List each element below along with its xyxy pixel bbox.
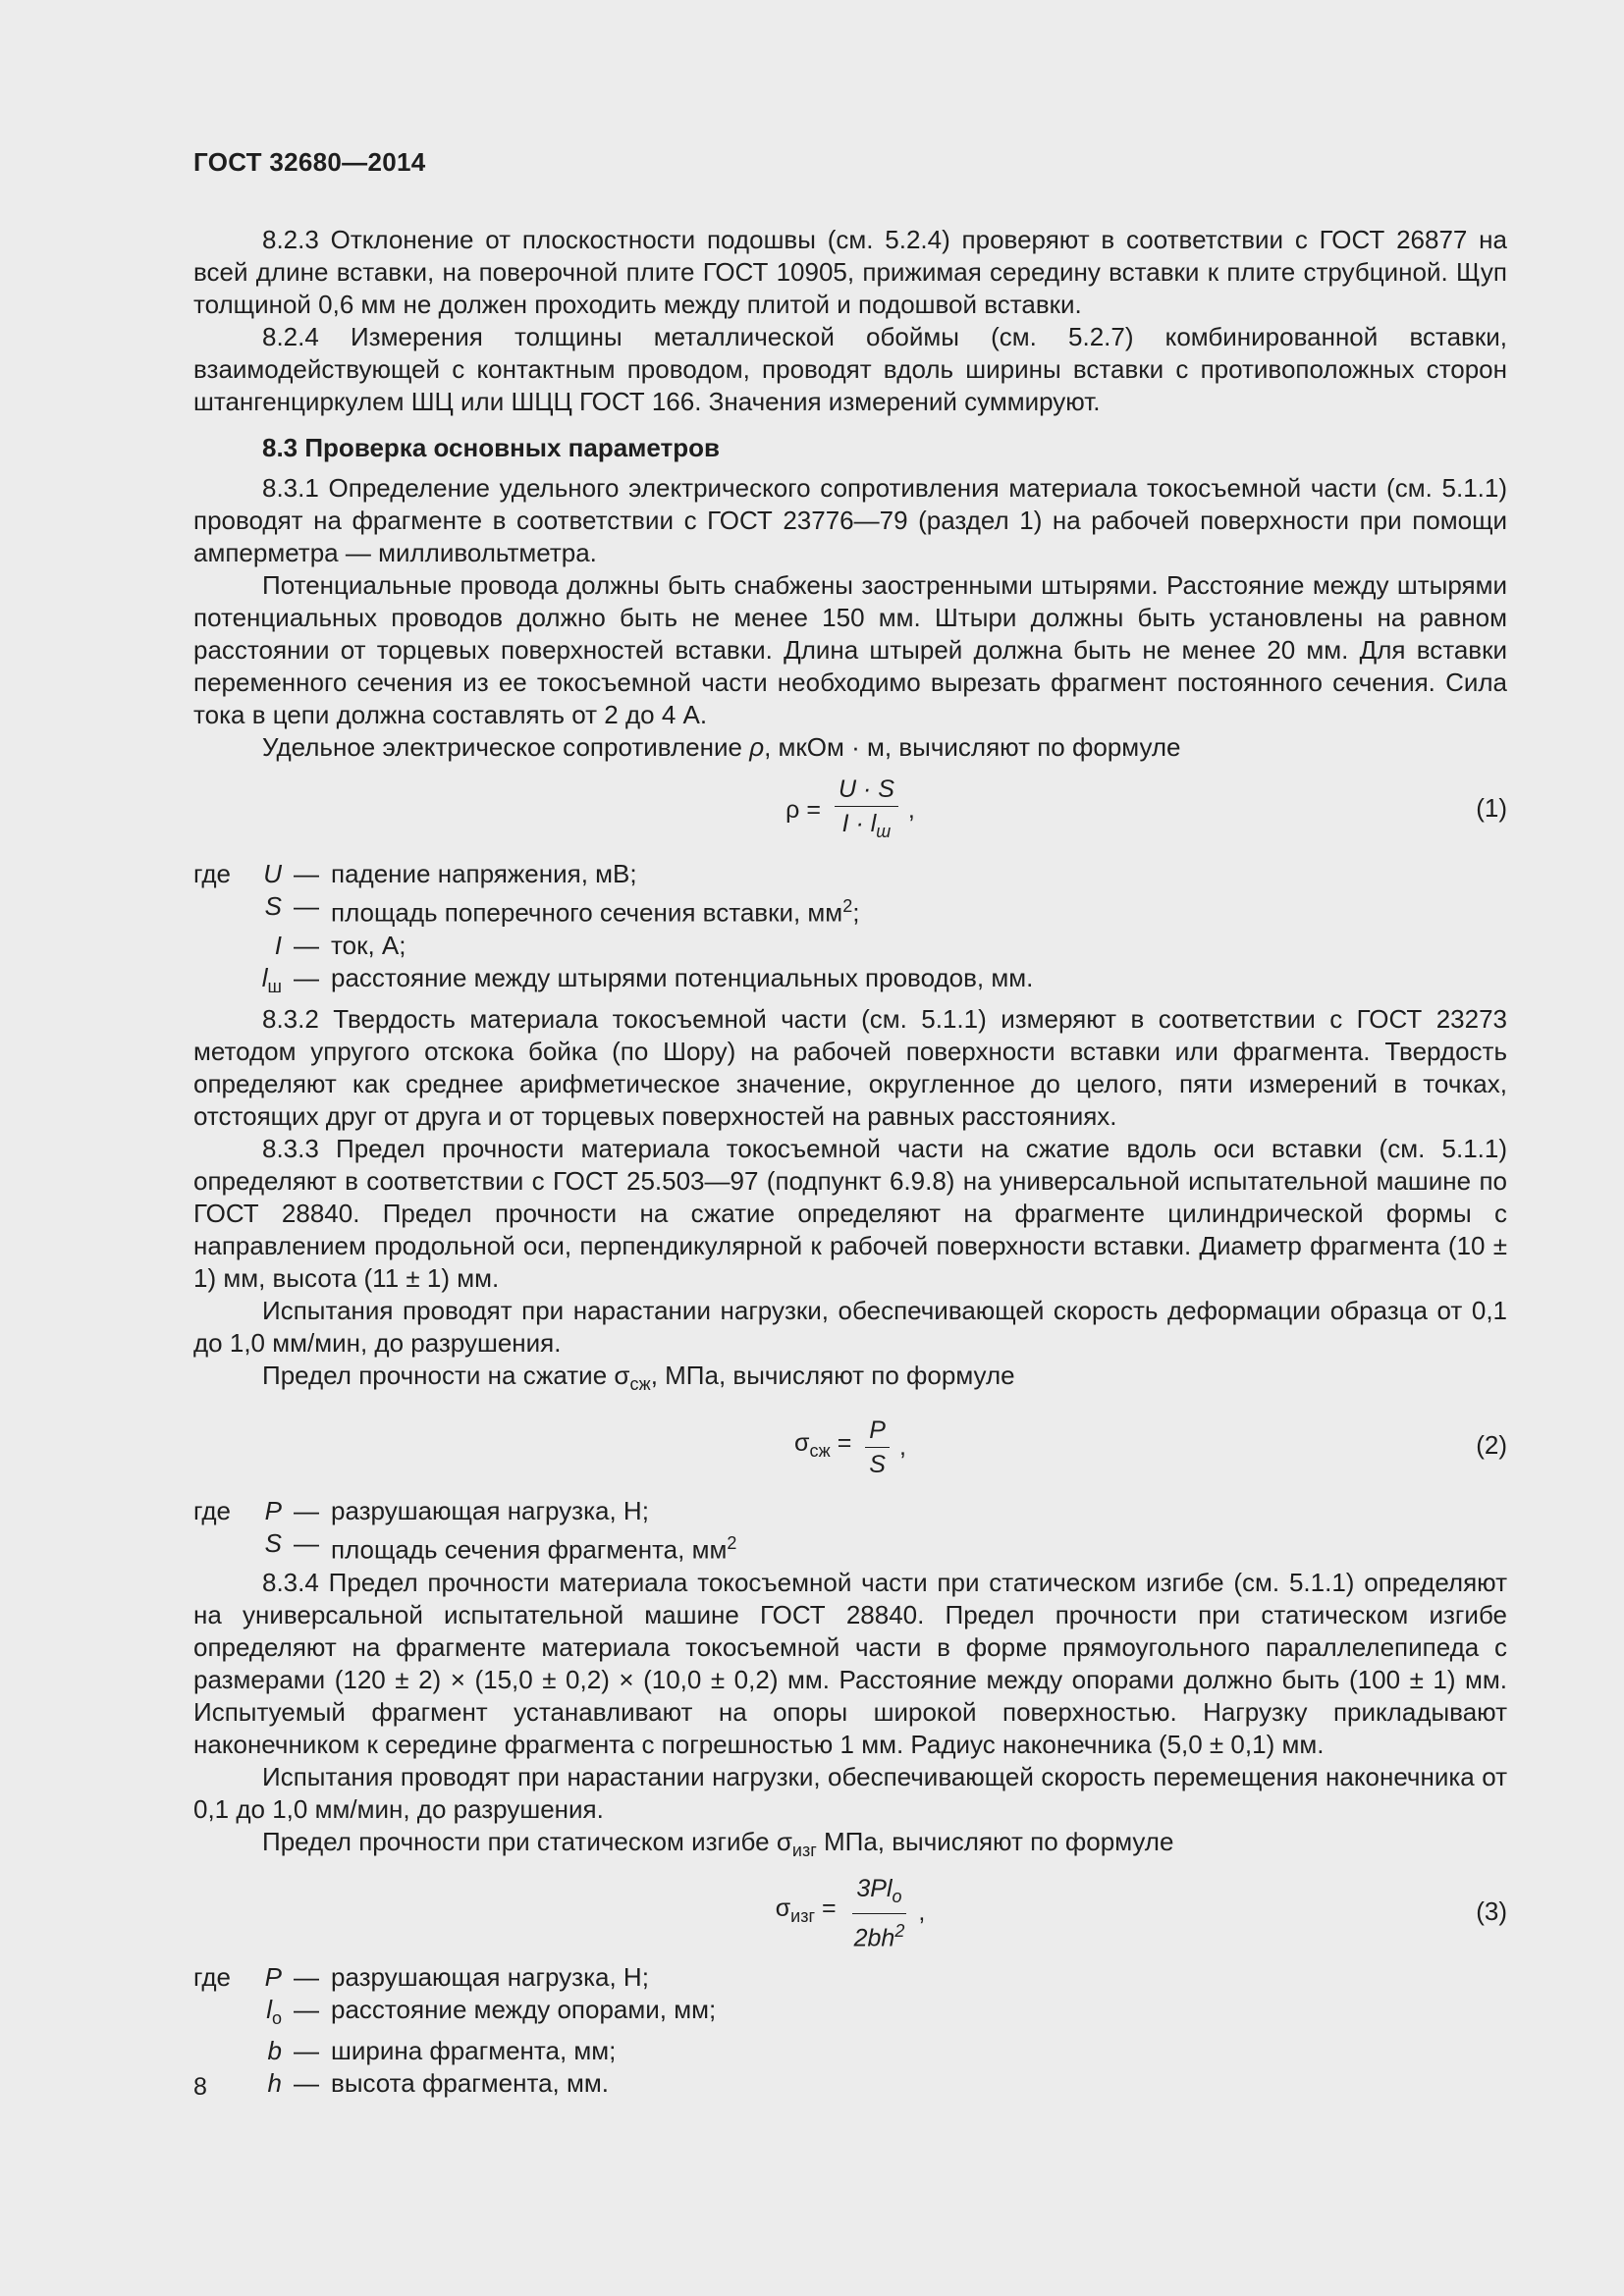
definition-dash: — bbox=[294, 859, 319, 888]
den-sub: ш bbox=[876, 821, 892, 841]
where-word: где bbox=[193, 859, 231, 888]
text-part: Удельное электрическое сопротивление bbox=[262, 732, 750, 762]
definition-text-body: падение напряжения, мВ; bbox=[331, 859, 637, 888]
where-word bbox=[193, 1994, 243, 2035]
definition-dash: — bbox=[294, 2036, 319, 2066]
definition-text-body: площадь поперечного сечения вставки, мм bbox=[331, 897, 843, 928]
symbol-text: h bbox=[267, 2068, 282, 2099]
definition-dash: — bbox=[294, 2068, 319, 2099]
definition-dash: — bbox=[294, 962, 319, 992]
formula-3 bbox=[193, 1871, 1507, 1955]
definition-text bbox=[331, 1961, 1507, 1994]
formula-2-fraction bbox=[865, 1415, 890, 1479]
formula-3-fraction bbox=[850, 1874, 909, 1952]
rho-symbol: ρ bbox=[749, 732, 765, 762]
where-word: где bbox=[193, 1496, 231, 1526]
definition-symbol bbox=[243, 1994, 282, 2035]
definition-symbol bbox=[243, 1527, 282, 1567]
unit-sup: 2 bbox=[727, 1533, 737, 1554]
definition-symbol bbox=[243, 2067, 282, 2100]
symbol-text: b bbox=[267, 2036, 282, 2066]
formula-2-number: (2) bbox=[1476, 1430, 1507, 1461]
definition-dash: — bbox=[294, 930, 319, 960]
definition-text bbox=[331, 2035, 1507, 2067]
unit-sup: 2 bbox=[842, 896, 853, 916]
formula-2-numerator: P bbox=[865, 1415, 890, 1448]
formula-1-numerator: U · S bbox=[835, 774, 898, 807]
symbol-text: U bbox=[263, 859, 282, 888]
formula-1-math bbox=[193, 768, 1507, 852]
formula-3-number: (3) bbox=[1476, 1896, 1507, 1926]
page-content bbox=[193, 224, 1507, 2100]
definition-text bbox=[331, 930, 1507, 962]
lhs-sigma: σ bbox=[794, 1428, 810, 1457]
definition-text bbox=[331, 890, 1507, 930]
formula-3-denominator bbox=[850, 1914, 909, 1952]
symbol-sub: о bbox=[271, 2008, 282, 2029]
definitions-2 bbox=[193, 1495, 1507, 1567]
where-word bbox=[193, 890, 243, 930]
den-sup: 2 bbox=[894, 1920, 905, 1941]
definition-symbol bbox=[243, 962, 282, 1003]
text-part: МПа, вычисляют по формуле bbox=[816, 1826, 1174, 1856]
formula-3-numerator bbox=[852, 1874, 905, 1914]
formula-1-comma: , bbox=[907, 795, 915, 824]
definition-symbol bbox=[243, 890, 282, 930]
definition-text-body: ширина фрагмента, мм; bbox=[331, 2036, 617, 2066]
definition-text-body: высота фрагмента, мм. bbox=[331, 2068, 609, 2099]
where-word bbox=[193, 2035, 243, 2067]
definition-text bbox=[331, 1495, 1507, 1527]
definition-text-body: расстояние между штырями потенциальных проводов, мм. bbox=[331, 962, 1034, 992]
lhs-sub: изг bbox=[790, 1906, 816, 1927]
definition-row bbox=[193, 930, 1507, 962]
symbol-text: P bbox=[264, 1496, 282, 1526]
definition-text bbox=[331, 858, 1507, 890]
formula-1-denominator bbox=[839, 807, 895, 846]
paragraph-8-2-4: 8.2.4 Измерения толщины металлической обоймы (см. 5.2.7) комбинированной вставки, взаимодействующей с контактным проводом, проводят вдоль ширины вставки с противоположных сторон штангенциркулем ШЦ или ШЦЦ ГОСТ 166. Значения измерений суммируют. bbox=[193, 322, 1507, 416]
definition-row bbox=[193, 2067, 1507, 2100]
definition-text bbox=[331, 1527, 1507, 1567]
den-text: I · l bbox=[841, 809, 877, 837]
where-word bbox=[193, 962, 243, 1003]
paragraph-8-3-3-b: Испытания проводят при нарастании нагрузки, обеспечивающей скорость деформации образца от 0,1 до 1,0 мм/мин, до разрушения. bbox=[193, 1295, 1507, 1358]
equals-sign: = bbox=[837, 1428, 852, 1457]
where-word: где bbox=[193, 1961, 231, 1992]
lhs-sub: сж bbox=[809, 1440, 831, 1461]
definition-row bbox=[193, 1994, 1507, 2035]
definition-symbol bbox=[243, 1961, 282, 1994]
formula-1 bbox=[193, 768, 1507, 852]
lhs-sigma: σ bbox=[775, 1895, 791, 1923]
symbol-text: S bbox=[264, 891, 282, 921]
text-part: , мкОм · м, вычисляют по формуле bbox=[764, 732, 1181, 762]
definition-text bbox=[331, 962, 1507, 1003]
sigma-sub: изг bbox=[791, 1840, 817, 1860]
paragraph-8-2-3: 8.2.3 Отклонение от плоскостности подошвы (см. 5.2.4) проверяют в соответствии с ГОСТ 26877 на всей длине вставки, на поверочной плите ГОСТ 10905, прижимая середину вставки к плите струбциной. Щуп толщиной 0,6 мм не должен проходить между плитой и подошвой вставки. bbox=[193, 225, 1507, 319]
paragraph-8-3-4-c bbox=[193, 1826, 1507, 1867]
sigma-sub: сж bbox=[629, 1374, 651, 1395]
symbol-text: S bbox=[264, 1528, 282, 1559]
definition-symbol bbox=[243, 2035, 282, 2067]
definition-symbol bbox=[243, 1495, 282, 1527]
paragraph-8-3-2: 8.3.2 Твердость материала токосъемной части (см. 5.1.1) измеряют в соответствии с ГОСТ 23273 методом упругого отскока бойка (по Шору) на рабочей поверхности вставки или фрагмента. Твердость определяют как среднее арифметическое значение, округленное до целого, пяти измерений в точках, отстоящих друг от друга и от торцевых поверхностей на равных расстояниях. bbox=[193, 1003, 1507, 1131]
formula-3-comma: , bbox=[918, 1898, 926, 1927]
definition-symbol bbox=[243, 858, 282, 890]
definition-dash: — bbox=[294, 1961, 319, 1992]
formula-3-math bbox=[193, 1871, 1507, 1955]
definition-text-body: расстояние между опорами, мм; bbox=[331, 1994, 717, 2024]
text-part: Предел прочности при статическом изгибе σ bbox=[262, 1826, 792, 1856]
formula-2-math bbox=[193, 1405, 1507, 1489]
text-part: Предел прочности на сжатие σ bbox=[262, 1360, 630, 1390]
formula-2-lhs bbox=[794, 1427, 851, 1468]
paragraph-8-3-3-c bbox=[193, 1360, 1507, 1401]
definition-symbol bbox=[243, 930, 282, 962]
definition-text-body: разрушающая нагрузка, Н; bbox=[331, 1496, 649, 1526]
definition-row bbox=[193, 2035, 1507, 2067]
section-heading-8-3: 8.3 Проверка основных параметров bbox=[262, 433, 720, 462]
definition-tail: ; bbox=[852, 897, 860, 928]
definition-dash: — bbox=[294, 1994, 319, 2024]
paragraph-8-3-4-b: Испытания проводят при нарастании нагрузки, обеспечивающей скорость перемещения наконечника от 0,1 до 1,0 мм/мин, до разрушения. bbox=[193, 1761, 1507, 1824]
formula-1-fraction bbox=[835, 774, 898, 846]
definition-dash: — bbox=[294, 1528, 319, 1559]
page-number: 8 bbox=[193, 2073, 207, 2101]
document-code-header: ГОСТ 32680—2014 bbox=[193, 147, 426, 177]
symbol-text: I bbox=[274, 930, 282, 960]
definitions-1 bbox=[193, 858, 1507, 1003]
paragraph-8-3-1: 8.3.1 Определение удельного электрического сопротивления материала токосъемной части (см. 5.1.1) проводят на фрагменте в соответствии с ГОСТ 23776—79 (раздел 1) на рабочей поверхности при помощи амперметра — милливольтметра. bbox=[193, 473, 1507, 567]
formula-1-number: (1) bbox=[1476, 793, 1507, 823]
num-sub: о bbox=[892, 1886, 902, 1906]
formula-2 bbox=[193, 1405, 1507, 1489]
paragraph-8-3-4: 8.3.4 Предел прочности материала токосъемной части при статическом изгибе (см. 5.1.1) определяют на универсальной испытательной машине ГОСТ 28840. Предел прочности при статическом изгибе определяют на фрагменте материала токосъемной части в форме прямоугольного параллелепипеда с размерами (120 ± 2) × (15,0 ± 0,2) × (10,0 ± 0,2) мм. Расстояние между опорами должно быть (100 ± 1) мм. Испытуемый фрагмент устанавливают на опоры широкой поверхностью. Нагрузку прикладывают наконечником к середине фрагмента с погрешностью 1 мм. Радиус наконечника (5,0 ± 0,1) мм. bbox=[193, 1567, 1507, 1759]
where-word bbox=[193, 930, 243, 962]
definitions-3 bbox=[193, 1961, 1507, 2100]
definition-text-body: разрушающая нагрузка, Н; bbox=[331, 1961, 649, 1992]
definition-row bbox=[193, 890, 1507, 930]
symbol-text: l bbox=[261, 962, 268, 992]
paragraph-8-3-3: 8.3.3 Предел прочности материала токосъемной части на сжатие вдоль оси вставки (см. 5.1.1) определяют в соответствии с ГОСТ 25.503—97 (подпункт 6.9.8) на универсальной испытательной машине по ГОСТ 28840. Предел прочности на сжатие определяют на фрагменте цилиндрической формы с направлением продольной оси, перпендикулярной к рабочей поверхности вставки. Диаметр фрагмента (10 ± 1) мм, высота (11 ± 1) мм. bbox=[193, 1133, 1507, 1293]
definition-text bbox=[331, 1994, 1507, 2035]
definition-row bbox=[193, 1495, 1507, 1527]
equals-sign: = bbox=[821, 1895, 837, 1923]
where-word bbox=[193, 1527, 243, 1567]
symbol-text: l bbox=[266, 1994, 272, 2024]
den-text: 2bh bbox=[853, 1924, 895, 1952]
paragraph-8-3-1-c bbox=[193, 731, 1507, 764]
formula-1-lhs: ρ = bbox=[785, 795, 821, 824]
symbol-sub: ш bbox=[267, 976, 282, 996]
definition-row bbox=[193, 858, 1507, 890]
definition-dash: — bbox=[294, 891, 319, 921]
definition-row bbox=[193, 1527, 1507, 1567]
paragraph-8-3-1-b: Потенциальные провода должны быть снабжены заостренными штырями. Расстояние между штырями потенциальных проводов должно быть не менее 150 мм. Штыри должны быть установлены на равном расстоянии от торцевых поверхностей вставки. Длина штырей должна быть не менее 20 мм. Для вставки переменного сечения из ее токосъемной части необходимо вырезать фрагмент постоянного сечения. Сила тока в цепи должна составлять от 2 до 4 А. bbox=[193, 570, 1507, 729]
definition-row bbox=[193, 962, 1507, 1003]
definition-text-body: площадь сечения фрагмента, мм bbox=[331, 1534, 728, 1565]
definition-text bbox=[331, 2067, 1507, 2100]
symbol-text: P bbox=[264, 1961, 282, 1992]
definition-dash: — bbox=[294, 1496, 319, 1526]
num-text: 3Pl bbox=[856, 1874, 893, 1902]
definition-row bbox=[193, 1961, 1507, 1994]
formula-3-lhs bbox=[776, 1893, 837, 1933]
text-part: , МПа, вычисляют по формуле bbox=[650, 1360, 1015, 1390]
formula-2-comma: , bbox=[898, 1432, 906, 1461]
formula-2-denominator: S bbox=[869, 1450, 886, 1478]
definition-text-body: ток, А; bbox=[331, 930, 406, 960]
